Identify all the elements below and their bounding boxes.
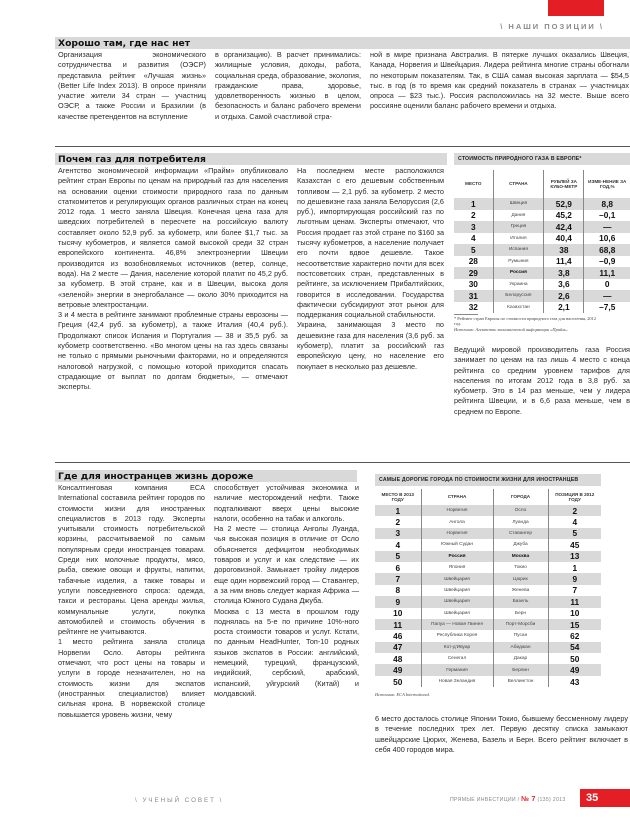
- table-row: [375, 585, 601, 596]
- cell-country: Швейцария: [421, 573, 493, 584]
- cell-country: Южный Судан: [421, 539, 493, 550]
- cell-change: 11,1: [584, 267, 630, 279]
- gas-price-table: [454, 170, 630, 313]
- cell-price: 2,6: [544, 290, 584, 302]
- cell-country: Румыния: [493, 256, 544, 268]
- cell-change: 10,6: [584, 233, 630, 245]
- magazine-name: ПРЯМЫЕ ИНВЕСТИЦИИ /: [450, 797, 520, 803]
- cities-cost-table: [375, 489, 601, 687]
- cell-country: Казахстан: [493, 302, 544, 314]
- cell-price: 52,9: [544, 198, 584, 210]
- paragraph: На последнем месте расположился Казахстан с его дешевым собственным топливом — 2,1 руб. за кубометр. 2 место по дешевизне газа заняла Белоруссия (2,6 руб.), импортирующая российский газ по льготным ценам. Эксперты отмечают, что Россия продает газ этой стране по $160 за тысячу кубометров, а население получает его почти вдвое дешевле. Такое несоответствие характерно почти для всех постсоветских стран, представленных в рейтинге, за исключением Прибалтийских, говорится в исследовании. Государства фактически субсидируют этот рынок для поддержания социальной стабильности.: [297, 166, 444, 320]
- cell-country: Швейцария: [421, 585, 493, 596]
- cell-prev-position: 1: [548, 562, 601, 573]
- cell-country: Испания: [493, 244, 544, 256]
- cell-city: Джуба: [493, 539, 548, 550]
- table-row: [375, 664, 601, 675]
- cell-prev-position: 9: [548, 573, 601, 584]
- gas-table-footnote: [454, 316, 604, 332]
- article1-col1: Организация экономического сотрудничества и развития (ОЭСР) представила рейтинг «Лучшая жизнь» (Better Life Index 2013). В опросе приняли участие жители 34 стран — участниц ОЭСР, а также России и Бразилии (в качестве претендентов на вступление: [58, 50, 206, 121]
- cell-city: Берн: [493, 608, 548, 619]
- paragraph: На 2 месте — столица Анголы Луанда, чья высокая позиция в отличие от Осло объясняется дефицитом необходимых товаров и услуг и как следствие — их дороговизной. Замыкает тройку лидеров еще один норвежский город — Ставангер, а за ним вновь следует жаркая Африка — столица Южного Судана Джуба.: [214, 524, 359, 606]
- article1-title: Хорошо там, где нас нет: [58, 38, 191, 49]
- cell-place: 4: [470, 233, 476, 244]
- cell-city: Берлин: [493, 664, 548, 675]
- cell-place: 9: [375, 596, 421, 607]
- cell-place: 10: [393, 608, 403, 619]
- cell-city: Токио: [493, 562, 548, 573]
- table-row: [454, 279, 630, 291]
- cell-place: 31: [454, 290, 493, 302]
- article3-col2: [214, 483, 359, 699]
- col-header: СТРАНА: [421, 489, 493, 505]
- cell-prev-position: 50: [548, 653, 601, 664]
- paragraph: 3 и 4 места в рейтинге занимают проблемные страны еврозоны — Греция (42,4 руб. за кубометр), а также Италия (40,4 руб.). Продолжают список Испания и Португалия — 38 и 35,5 руб. за кубометр соответственно. «Во многом цены на газ здесь связаны не только с прямыми рыночными факторами, но и определяются налоговой нагрузкой, с помощью которой приходится спасать страдающие от выплат по долгам бюджеты», — отмечают эксперты.: [58, 310, 288, 392]
- article3-col3: 6 место досталось столице Японии Токио, бывшему бессменному лидеру в течение последних трех лет. Первую десятку списка замыкают швейцарские Цюрих, Женева, Базель и Берн. Всего рейтинг включает в себя 400 городов мира.: [375, 714, 628, 754]
- cell-place: 11: [375, 619, 421, 630]
- cell-country: Швейцария: [421, 608, 493, 619]
- cell-city: Абиджан: [493, 642, 548, 653]
- article2-col3: Ведущий мировой производитель газа Россия занимает по ценам на газ лишь 4 место с конца рейтинга со средним уровнем тарифов для населения по итогам 2012 года в 3,8 руб. за кубометр. Это в 14 раз меньше, чем у лидера рейтинга Швеции, и в 6,6 раза меньше, чем в среднем по Европе.: [454, 345, 630, 416]
- article2-col1: [58, 166, 288, 393]
- issue-year: (135) 2013: [537, 797, 566, 803]
- cell-country: Россия: [421, 551, 493, 562]
- cell-country: Швейцария: [421, 596, 493, 607]
- cell-place: 6: [395, 562, 401, 573]
- article1-col2: в организацию). В расчет принимались: жилищные условия, доходы, работа, социальная среда, образование, экология, гражданские права, здоровье, удовлетворенность жизнью в целом, безопасность и баланс рабочего времени и отдыха. Самой счастливой стра-: [215, 50, 361, 121]
- table-row: [454, 267, 630, 279]
- cell-place: 5: [375, 551, 421, 562]
- paragraph: 1 место рейтинга заняла столица Норвегии Осло. Авторы рейтинга отмечают, что рост цены на товары и услуги в городе незначителен, но на стоимость жизни для экспатов (иностранных специалистов) влияет сильная крона. В норвежской столице повышается уровень жизни, чему: [58, 637, 205, 719]
- table-row: [375, 528, 601, 539]
- cell-prev-position: 49: [548, 664, 601, 675]
- cell-city: Женева: [493, 585, 548, 596]
- cell-prev-position: 62: [548, 630, 601, 641]
- cell-place: 7: [375, 573, 421, 584]
- col-header: МЕСТО В 2013 ГОДУ: [381, 491, 414, 502]
- source-text: Источник: ECA International.: [375, 692, 431, 697]
- cell-place: 50: [393, 676, 403, 687]
- cell-country: Греция: [493, 221, 544, 233]
- cell-prev-position: 10: [548, 608, 601, 619]
- cell-place: 47: [375, 642, 421, 653]
- table-row: [454, 221, 630, 233]
- cell-price: 40,4: [544, 233, 584, 245]
- cell-price: 45,2: [544, 210, 584, 222]
- cities-table-footnote: [375, 692, 575, 697]
- cell-country: Кот-д'Ивуар: [421, 642, 493, 653]
- cell-city: Порт-Морсби: [493, 619, 548, 630]
- red-corner-tab: [548, 0, 604, 16]
- cell-place: 29: [454, 267, 493, 279]
- cell-country: Дания: [493, 210, 544, 222]
- cell-country: Белоруссия: [493, 290, 544, 302]
- table-row: [375, 539, 601, 550]
- table-row: [454, 256, 630, 268]
- col-header: ПОЗИЦИЯ В 2012 ГОДУ: [548, 489, 601, 505]
- cell-city: Дакар: [493, 653, 548, 664]
- article3-col1: [58, 483, 205, 720]
- cell-prev-position: 45: [548, 539, 601, 550]
- footnote-rule: [454, 314, 478, 315]
- cell-change: –0,1: [584, 210, 630, 222]
- col-header: МЕСТО: [465, 181, 482, 187]
- section-label: \ НАШИ ПОЗИЦИИ \: [500, 22, 604, 31]
- cell-prev-position: 11: [548, 596, 601, 607]
- cell-prev-position: 4: [548, 516, 601, 527]
- cell-country: Швеция: [493, 198, 544, 210]
- cell-city: Базель: [493, 596, 548, 607]
- article1-col3: ной в мире признана Австралия. В пятерке лучших оказались Швеция, Канада, Норвегия и Швейцария. Лидера рейтинга многие страны обогнали по некоторым показателям. Так, в США самая высокая зарплата — $54,5 тыс. в год (в то время как средний показатель в странах — участницах опроса — $23 тыс.). Россия расположилась на 32 месте. Выше всего россияне оценили баланс рабочего времени и отдыха.: [370, 50, 629, 111]
- cell-place: 5: [454, 244, 493, 256]
- cell-place: 3: [454, 221, 493, 233]
- cell-country: Новая Зеландия: [421, 676, 493, 687]
- cell-prev-position: 15: [548, 619, 601, 630]
- table-row: [454, 302, 630, 314]
- cell-country: Норвегия: [421, 528, 493, 539]
- cell-country: Италия: [493, 233, 544, 245]
- issue-number: № 7: [521, 796, 536, 803]
- divider: [55, 462, 630, 463]
- cell-change: 68,8: [584, 244, 630, 256]
- col-header: РУБЛЕЙ ЗА КУБО-МЕТР: [544, 170, 584, 198]
- table-row: [375, 562, 601, 573]
- cell-place: 32: [468, 302, 478, 313]
- cell-change: —: [584, 221, 630, 233]
- cell-place: 8: [395, 585, 401, 596]
- cell-place: 1: [375, 505, 421, 516]
- table-row: [375, 573, 601, 584]
- table-row: [375, 505, 601, 516]
- divider: [55, 146, 630, 147]
- table-row: [375, 619, 601, 630]
- table-row: [454, 198, 630, 210]
- table-row: [375, 642, 601, 653]
- cell-prev-position: 54: [548, 642, 601, 653]
- col-header: ГОРОДА: [493, 489, 548, 505]
- cell-city: Цюрих: [493, 573, 548, 584]
- cell-price: 38: [544, 244, 584, 256]
- cell-change: 0: [584, 279, 630, 291]
- gas-table-caption: СТОИМОСТЬ ПРИРОДНОГО ГАЗА В ЕВРОПЕ*: [454, 153, 630, 165]
- cell-city: Ставангер: [493, 528, 548, 539]
- cell-place: 30: [468, 279, 478, 290]
- cell-place: 3: [375, 528, 421, 539]
- paragraph: Украина, занимающая 3 место по дешевизне газа для населения (3,6 руб. за кубометр), платит за российский газ европейскую цену, но население его покупает в несколько раз дешевле.: [297, 320, 444, 371]
- cell-city: Пусан: [493, 630, 548, 641]
- cell-prev-position: 13: [548, 551, 601, 562]
- table-row: [454, 233, 630, 245]
- article3-title: Где для иностранцев жизнь дороже: [58, 471, 254, 482]
- cell-prev-position: 43: [548, 676, 601, 687]
- table-row: [375, 676, 601, 687]
- cell-change: –7,5: [584, 302, 630, 314]
- cell-price: 11,4: [544, 256, 584, 268]
- cell-place: 49: [375, 664, 421, 675]
- cell-country: Япония: [421, 562, 493, 573]
- cell-prev-position: 5: [548, 528, 601, 539]
- table-row: [375, 630, 601, 641]
- cell-country: Папуа — Новая Гвинея: [421, 619, 493, 630]
- col-header: СТРАНА: [493, 170, 544, 198]
- paragraph: Агентство экономической информации «Прайм» опубликовало рейтинг стран Европы по ценам на природный газ для населения на основании оценки стоимости природного газа по данным статкомитетов и регулирующих органов различных стран на конец 2012 года. 1 место заняла Швеция. Конечная цена газа для шведских потребителей в пересчете на российскую валюту составляет около 52,9 руб. за кубометр, или более $1,7 тыс. за тысячу кубометров, и является самой высокой среди 32 стран европейского континента. 46,8% электроэнергии Швеции производится из возобновляемых источников (ветер, солнце, вода). На 2 месте — Дания, население которой платит по 45,2 руб. за кубометр. В этой стране, как и в Швеции, высока доля «зеленой» энергии в энергобалансе — около 30% приходится на ветровые электростанции.: [58, 166, 288, 309]
- table-row: [454, 290, 630, 302]
- cell-place: 1: [454, 198, 493, 210]
- cell-country: Ангола: [421, 516, 493, 527]
- cell-country: Норвегия: [421, 505, 493, 516]
- cell-city: Луанда: [493, 516, 548, 527]
- cell-city: Осло: [493, 505, 548, 516]
- table-row: [375, 653, 601, 664]
- cell-place: 28: [468, 256, 478, 267]
- cell-change: 8,8: [584, 198, 630, 210]
- cell-country: Республика Корея: [421, 630, 493, 641]
- footer-section-label: \ УЧЕНЫЙ СОВЕТ \: [135, 797, 224, 804]
- cell-price: 3,6: [544, 279, 584, 291]
- cell-city: Веллингтон: [493, 676, 548, 687]
- cell-place: 2: [470, 210, 476, 221]
- cell-country: Германия: [421, 664, 493, 675]
- article2-col2: [297, 166, 444, 372]
- footer-magazine-info: [450, 796, 566, 803]
- table-row: [454, 210, 630, 222]
- cell-country: Сенегал: [421, 653, 493, 664]
- cell-price: 42,4: [544, 221, 584, 233]
- cell-price: 2,1: [544, 302, 584, 314]
- cities-table-caption: САМЫЕ ДОРОГИЕ ГОРОДА ПО СТОИМОСТИ ЖИЗНИ ДЛЯ ИНОСТРАНЦЕВ: [375, 474, 601, 486]
- table-row: [375, 608, 601, 619]
- article2-title: Почем газ для потребителя: [58, 154, 206, 165]
- cell-change: —: [584, 290, 630, 302]
- cell-country: Россия: [493, 267, 544, 279]
- cell-place: 46: [393, 630, 403, 641]
- page-number: 35: [580, 789, 630, 807]
- cell-place: 2: [395, 517, 401, 528]
- cell-prev-position: 2: [548, 505, 601, 516]
- paragraph: Консалтинговая компания ECA International составила рейтинг городов по стоимости жизни для иностранных специалистов в 2013 году. Эксперты учитывали стоимость потребительской корзины, рассчитываемой по самым популярным среди иностранцев товарам. Среди них молочные продукты, мясо, рыба, свежие овощи и фрукты, напитки, табачные изделия, а также товары и услуги повседневного спроса: одежда, такси и рестораны. Цена аренды жилья, коммунальные услуги, покупка автомобилей и стоимость обучения в рейтинге не учитываются.: [58, 483, 205, 637]
- cell-place: 48: [393, 653, 403, 664]
- cell-place: 4: [395, 539, 401, 550]
- table-row: [454, 244, 630, 256]
- col-header: ИЗМЕ-НЕНИЕ ЗА ГОД,%: [584, 170, 630, 198]
- cell-change: –0,9: [584, 256, 630, 268]
- source-text: Источник: Агентство экономической информации «Прайм».: [454, 326, 569, 332]
- cell-price: 3,8: [544, 267, 584, 279]
- footnote-text: * Рейтинг стран Европы по стоимости природного газа для населения, 2012 год.: [454, 316, 597, 327]
- cell-prev-position: 7: [548, 585, 601, 596]
- paragraph: способствует устойчивая экономика и наличие месторождений нефти. Также подталкивают вверх цены высокие налоги, особенно на табак и алкоголь.: [214, 483, 359, 523]
- table-row: [375, 596, 601, 607]
- cell-city: Москва: [493, 551, 548, 562]
- cell-country: Украина: [493, 279, 544, 291]
- paragraph: Москва с 13 места в прошлом году поднялась на 5-е по причине 10%-ного роста стоимости товаров и услуг. Кстати, по данным HeadHunter, Топ-10 родных языков экспатов в России: английский, немецкий, турецкий, французский, индийский, сербский, арабский, испанский, уйгурский (Китай) и молдавский.: [214, 606, 359, 698]
- table-row: [375, 516, 601, 527]
- table-row: [375, 551, 601, 562]
